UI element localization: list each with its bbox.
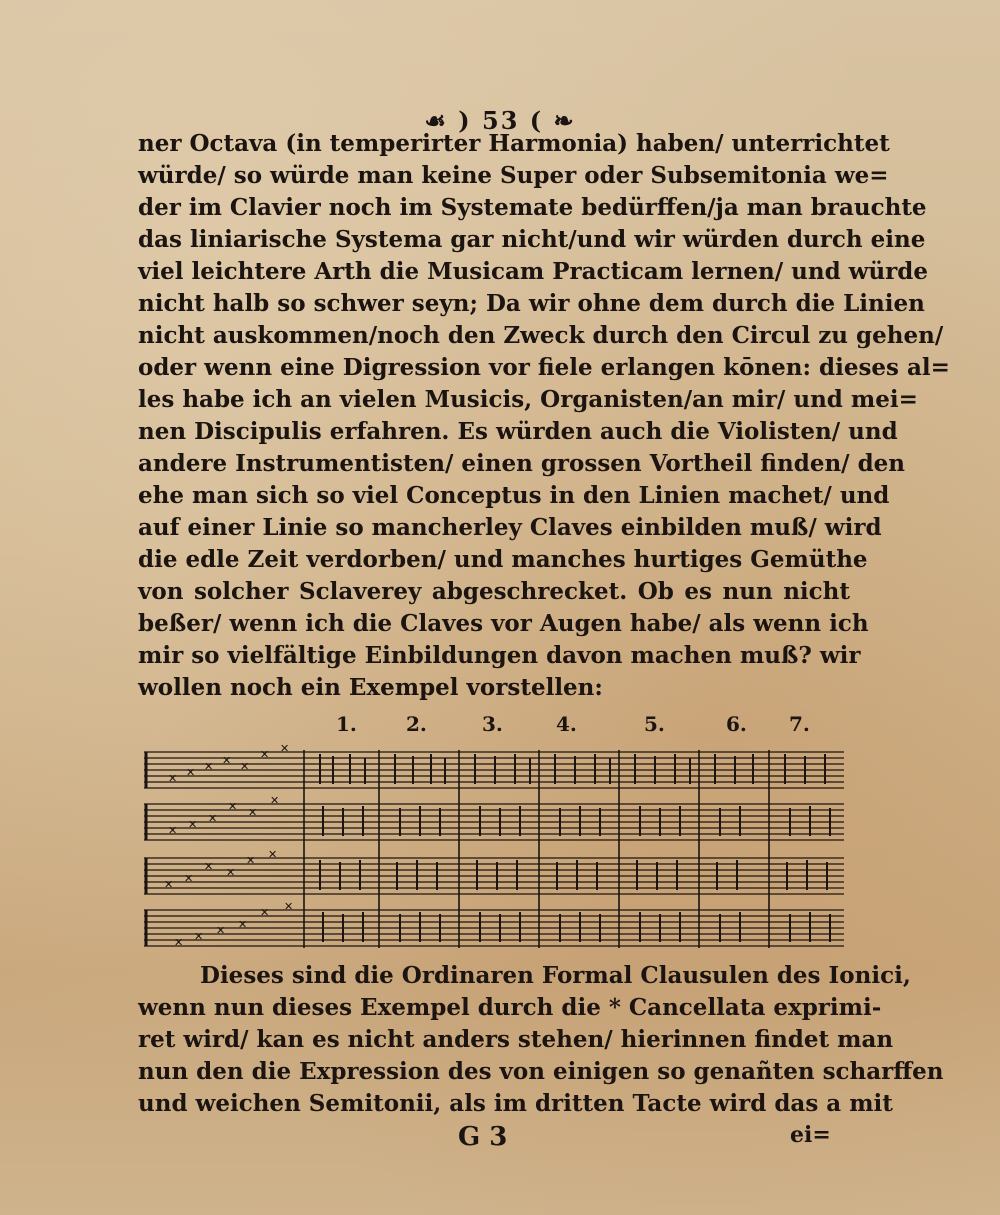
- text-line: würde/ so würde man keine Super oder Subsemitonia we=: [138, 162, 889, 189]
- text-line: Dieses sind die Ordinaren Formal Clausulen des Ionici,: [200, 962, 911, 989]
- measure-number: 5.: [644, 712, 665, 736]
- text-line: wenn nun dieses Exempel durch die * Cancellata exprimi-: [138, 994, 882, 1021]
- text-line: nen Discipulis erfahren. Es würden auch die Violisten/ und: [138, 418, 898, 445]
- svg-text:✕: ✕: [268, 848, 278, 861]
- svg-text:✕: ✕: [238, 918, 248, 931]
- measure-number: 6.: [726, 712, 747, 736]
- text-line: oder wenn eine Digression vor fiele erlangen kōnen: dieses al=: [138, 354, 950, 381]
- svg-text:✕: ✕: [164, 878, 174, 891]
- text-line: ner Octava (in temperirter Harmonia) haben/ unterrichtet: [138, 130, 890, 157]
- text-line: wollen noch ein Exempel vorstellen:: [138, 674, 603, 701]
- text-line: ret wird/ kan es nicht anders stehen/ hierinnen findet man: [138, 1026, 894, 1053]
- cancellata-notation: [144, 742, 844, 952]
- text-line: nicht halb so schwer seyn; Da wir ohne dem durch die Linien: [138, 290, 925, 317]
- text-line: viel leichtere Arth die Musicam Practicam lernen/ und würde: [138, 258, 929, 285]
- svg-text:✕: ✕: [168, 772, 178, 785]
- svg-text:✕: ✕: [246, 854, 256, 867]
- text-line: die edle Zeit verdorben/ und manches hurtiges Gemüthe: [138, 546, 868, 573]
- music-example: [144, 712, 844, 952]
- measure-number: 4.: [556, 712, 577, 736]
- measure-number: 2.: [406, 712, 427, 736]
- measure-number: 1.: [336, 712, 357, 736]
- signature-mark: G 3: [458, 1122, 508, 1152]
- running-head: ☙ ) 53 ( ❧: [424, 106, 576, 135]
- svg-text:✕: ✕: [248, 806, 258, 819]
- text-line: mir so vielfältige Einbildungen davon machen muß? wir: [138, 642, 861, 669]
- svg-text:✕: ✕: [204, 760, 214, 773]
- text-line: nun den die Expression des von einigen so genañten scharffen: [138, 1058, 944, 1085]
- svg-text:✕: ✕: [184, 872, 194, 885]
- svg-text:✕: ✕: [194, 930, 204, 943]
- text-line: andere Instrumentisten/ einen grossen Vortheil finden/ den: [138, 450, 906, 477]
- text-line: das liniarische Systema gar nicht/und wir würden durch eine: [138, 226, 926, 253]
- svg-text:✕: ✕: [228, 800, 238, 813]
- text-line: von solcher Sclaverey abgeschrecket. Ob es nun nicht: [138, 578, 850, 605]
- page-footer: [0, 1122, 1000, 1162]
- svg-text:✕: ✕: [188, 818, 198, 831]
- svg-text:✕: ✕: [174, 936, 184, 949]
- svg-text:✕: ✕: [168, 824, 178, 837]
- measure-number: 7.: [789, 712, 810, 736]
- catchword: ei=: [790, 1122, 831, 1148]
- svg-text:✕: ✕: [260, 906, 270, 919]
- svg-text:✕: ✕: [222, 754, 232, 767]
- paragraph-main: [138, 128, 950, 704]
- text-line: ehe man sich so viel Conceptus in den Linien machet/ und: [138, 482, 890, 509]
- text-line: les habe ich an vielen Musicis, Organisten/an mir/ und mei=: [138, 386, 918, 413]
- measure-number: 3.: [482, 712, 503, 736]
- svg-text:✕: ✕: [280, 742, 290, 755]
- svg-text:✕: ✕: [240, 760, 250, 773]
- paragraph-after-example: [138, 960, 944, 1120]
- text-line: der im Clavier noch im Systemate bedürffen/ja man brauchte: [138, 194, 927, 221]
- svg-text:✕: ✕: [204, 860, 214, 873]
- svg-text:✕: ✕: [270, 794, 280, 807]
- text-line: nicht auskommen/noch den Zweck durch den Circul zu gehen/: [138, 322, 944, 349]
- svg-text:✕: ✕: [260, 748, 270, 761]
- measure-numbers: [144, 712, 844, 742]
- svg-text:✕: ✕: [226, 866, 236, 879]
- text-line: auf einer Linie so mancherley Claves einbilden muß/ wird: [138, 514, 882, 541]
- svg-text:✕: ✕: [186, 766, 196, 779]
- text-line: und weichen Semitonii, als im dritten Tacte wird das a mit: [138, 1090, 893, 1117]
- svg-text:✕: ✕: [284, 900, 294, 913]
- text-line: beßer/ wenn ich die Claves vor Augen habe/ als wenn ich: [138, 610, 869, 637]
- svg-text:✕: ✕: [208, 812, 218, 825]
- svg-text:✕: ✕: [216, 924, 226, 937]
